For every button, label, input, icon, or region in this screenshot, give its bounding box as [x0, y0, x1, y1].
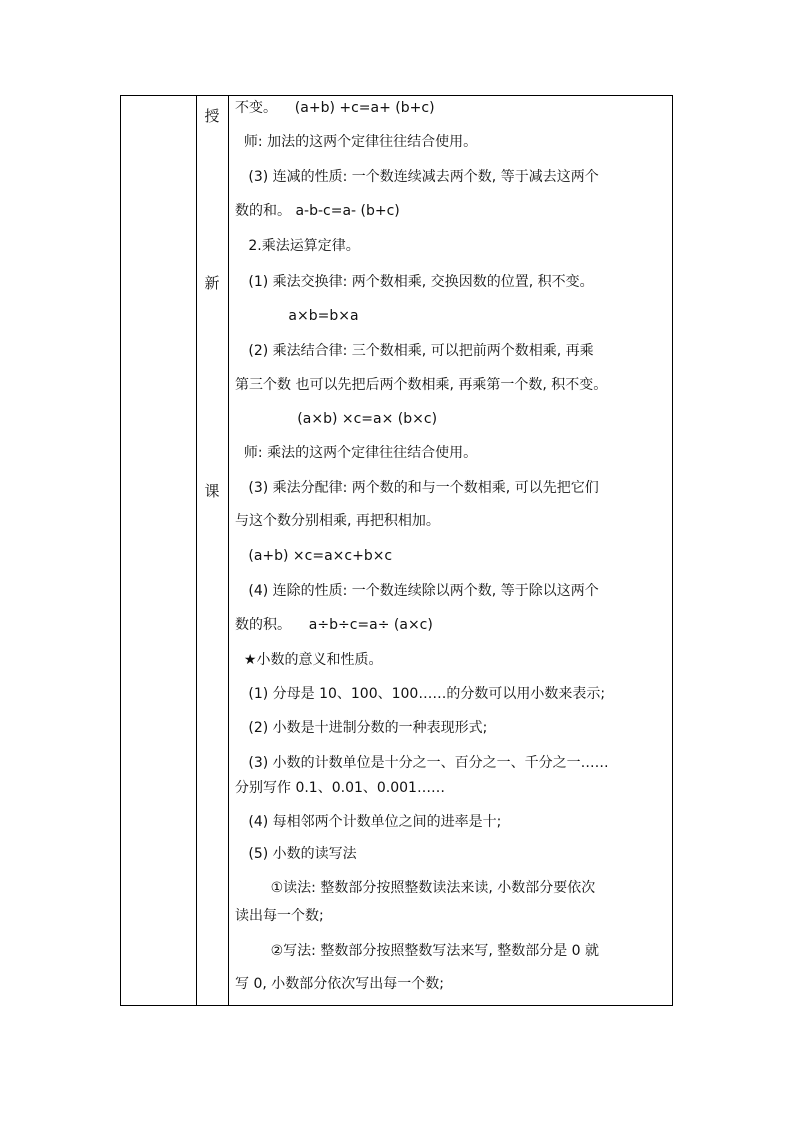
text-line: ②写法: 整数部分按照整数写法来写, 整数部分是 0 就 — [235, 943, 600, 959]
text-line: (a+b) ×c=a×c+b×c — [235, 548, 393, 564]
text-line: (3) 乘法分配律: 两个数的和与一个数相乘, 可以先把它们 — [235, 480, 599, 496]
text-line: (2) 乘法结合律: 三个数相乘, 可以把前两个数相乘, 再乘 — [235, 343, 594, 359]
section-label-char-1: 授 — [204, 107, 220, 125]
text-line: (1) 分母是 10、100、100……的分数可以用小数来表示; — [235, 686, 606, 702]
text-line: 师: 加法的这两个定律往往结合使用。 — [235, 134, 478, 150]
text-line: (3) 小数的计数单位是十分之一、百分之一、千分之一…… — [235, 755, 609, 771]
text-line: (3) 连减的性质: 一个数连续减去两个数, 等于减去这两个 — [235, 169, 599, 185]
column-divider-right — [228, 96, 229, 1005]
text-line: (4) 每相邻两个计数单位之间的进率是十; — [235, 814, 502, 830]
text-line: (1) 乘法交换律: 两个数相乘, 交换因数的位置, 积不变。 — [235, 274, 594, 290]
text-line: 师: 乘法的这两个定律往往结合使用。 — [235, 445, 478, 461]
text-line: ★小数的意义和性质。 — [235, 652, 383, 668]
section-label-char-2: 新 — [204, 274, 220, 292]
text-line: 写 0, 小数部分依次写出每一个数; — [235, 976, 444, 992]
text-line: (2) 小数是十进制分数的一种表现形式; — [235, 720, 488, 736]
text-line: a×b=b×a — [235, 308, 359, 324]
text-line: (5) 小数的读写法 — [235, 846, 357, 862]
text-line: (4) 连除的性质: 一个数连续除以两个数, 等于除以这两个 — [235, 583, 599, 599]
text-line: 分别写作 0.1、0.01、0.001…… — [235, 780, 445, 796]
text-line: 第三个数 也可以先把后两个数相乘, 再乘第一个数, 积不变。 — [235, 377, 608, 393]
text-line: 2.乘法运算定律。 — [235, 238, 360, 254]
text-line: 与这个数分别相乘, 再把积相加。 — [235, 513, 440, 529]
text-line: 不变。 (a+b) +c=a+ (b+c) — [235, 100, 435, 116]
text-line: ①读法: 整数部分按照整数读法来读, 小数部分要依次 — [235, 880, 596, 896]
lesson-table — [120, 95, 673, 1006]
text-line: 数的和。 a-b-c=a- (b+c) — [235, 203, 400, 219]
text-line: 数的积。 a÷b÷c=a÷ (a×c) — [235, 617, 433, 633]
text-line: (a×b) ×c=a× (b×c) — [235, 411, 438, 427]
section-label-char-3: 课 — [204, 482, 220, 500]
text-line: 读出每一个数; — [235, 908, 324, 924]
column-divider-left — [196, 96, 197, 1005]
